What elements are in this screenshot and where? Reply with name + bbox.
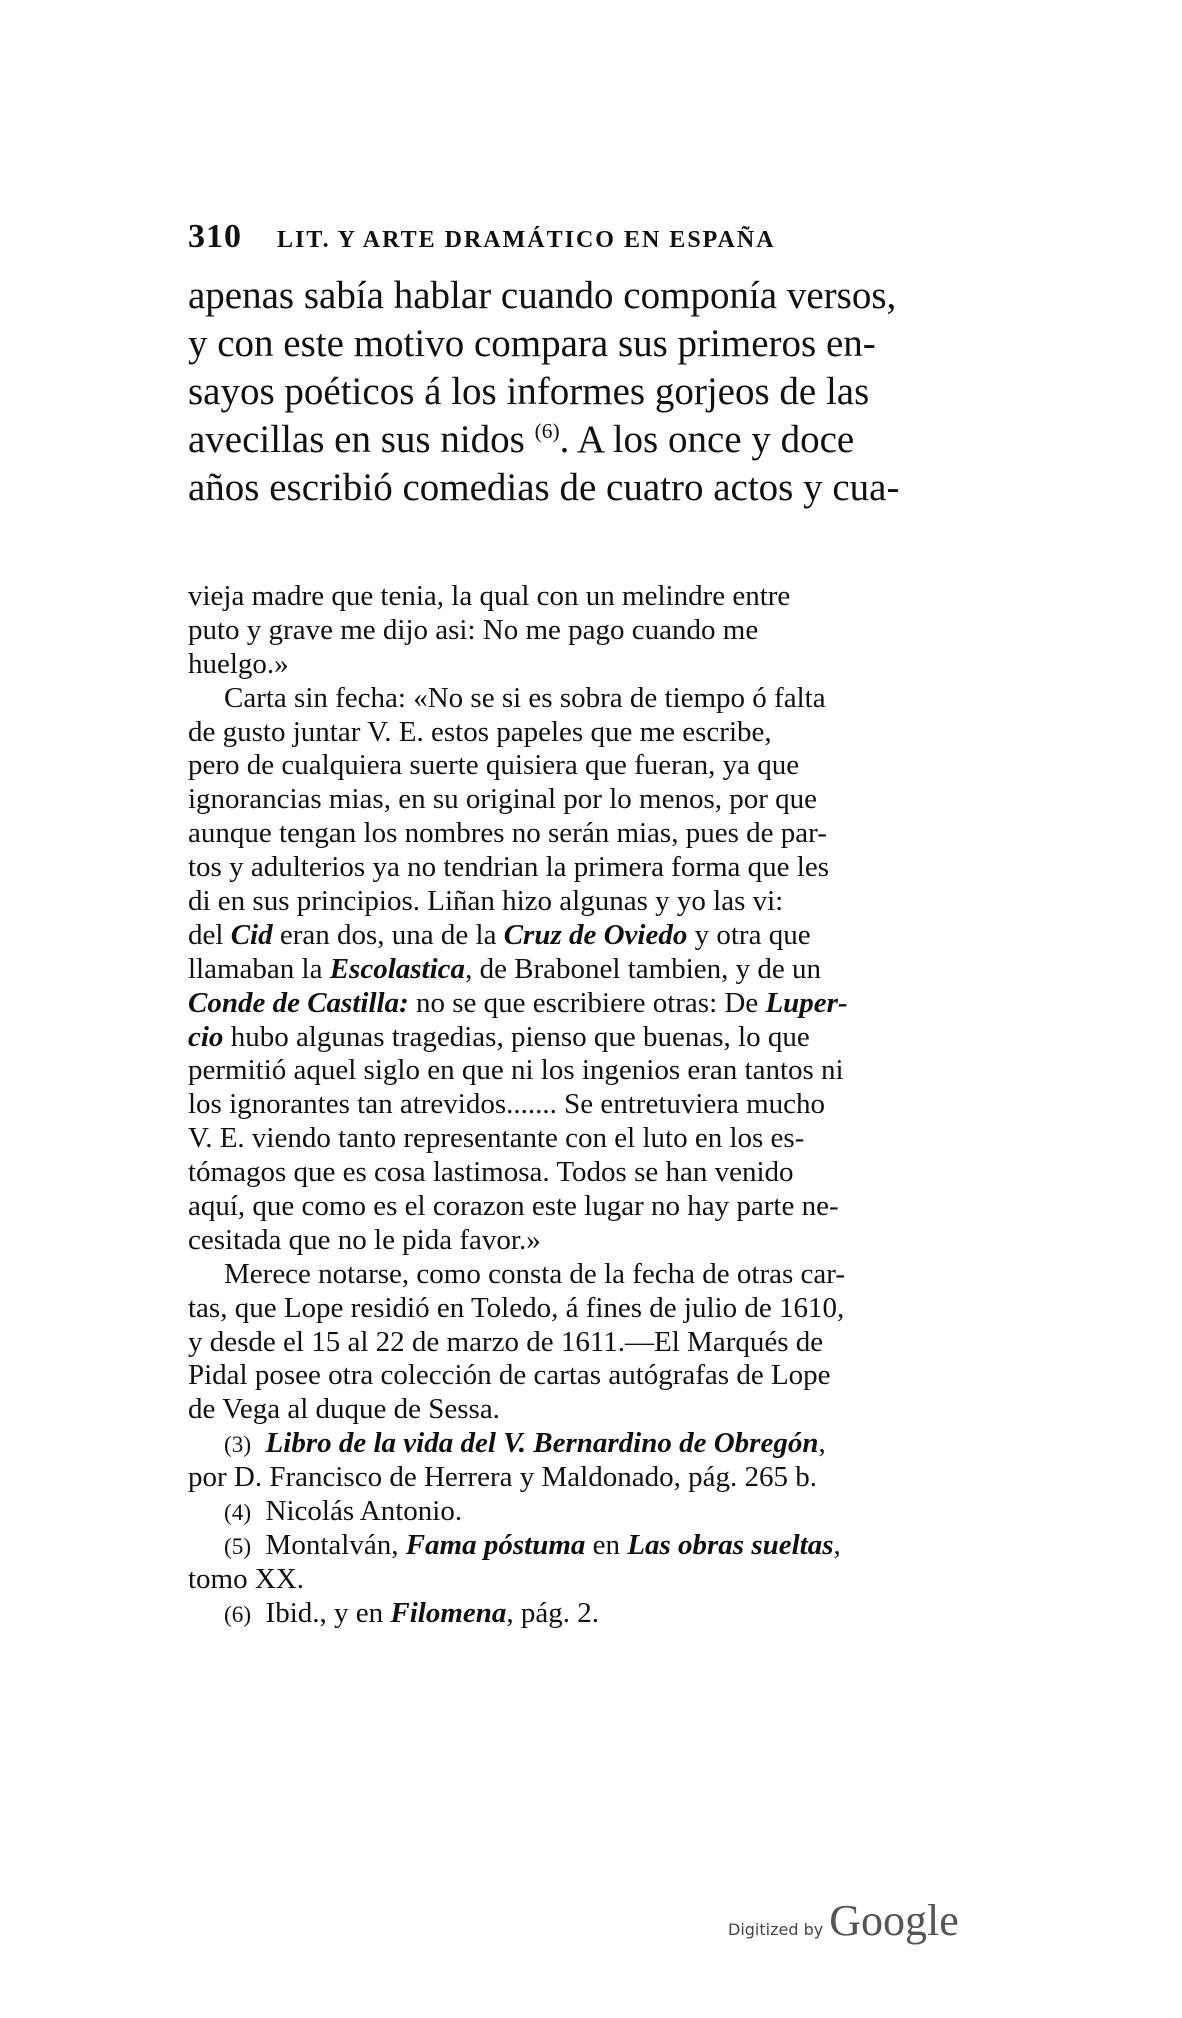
note-text: eran dos, una de la bbox=[272, 918, 504, 951]
work-title: Escolastica bbox=[329, 952, 466, 985]
footnote-marker: (4) bbox=[224, 1500, 252, 1527]
running-title: LIT. Y ARTE DRAMÁTICO EN ESPAÑA bbox=[277, 227, 776, 253]
note-line bbox=[188, 953, 1010, 987]
footnote-3 bbox=[188, 1427, 1010, 1461]
note-line: aquí, que como es el corazon este lugar no hay parte ne- bbox=[188, 1190, 839, 1223]
note-line: de Vega al duque de Sessa. bbox=[188, 1393, 500, 1426]
footnote-marker: (3) bbox=[224, 1432, 252, 1459]
footnote-5 bbox=[188, 1529, 1010, 1563]
note-line: de gusto juntar V. E. estos papeles que me escribe, bbox=[188, 715, 772, 748]
note-text: , bbox=[833, 1528, 841, 1561]
work-title: Libro de la vida del V. Bernardino de Obregón bbox=[265, 1427, 819, 1460]
note-line: tómagos que es cosa lastimosa. Todos se han venido bbox=[188, 1156, 794, 1189]
note-text: llamaban la bbox=[188, 952, 330, 985]
note-line bbox=[188, 987, 1010, 1021]
note-line: ignorancias mias, en su original por lo menos, por que bbox=[188, 783, 818, 816]
body-line-tail: . A los once y doce bbox=[559, 418, 855, 461]
footnote-6 bbox=[188, 1597, 1010, 1631]
watermark-brand: Google bbox=[829, 1896, 959, 1945]
work-title: cio bbox=[188, 1020, 224, 1053]
note-line bbox=[188, 1021, 1010, 1055]
body-line: sayos poéticos á los informes gorjeos de las bbox=[188, 370, 870, 413]
note-line bbox=[188, 919, 1010, 953]
note-line: tos y adulterios ya no tendrian la primera forma que les bbox=[188, 851, 830, 884]
digitized-watermark bbox=[728, 1895, 1008, 1945]
note-line: huelgo.» bbox=[188, 647, 289, 680]
note-line: tomo XX. bbox=[188, 1562, 304, 1595]
work-title: Cid bbox=[230, 918, 273, 951]
note-text: Nicolás Antonio. bbox=[265, 1495, 463, 1528]
note-line: pero de cualquiera suerte quisiera que fueran, ya que bbox=[188, 749, 800, 782]
footnotes bbox=[188, 580, 1010, 1631]
footnote-marker: (6) bbox=[224, 1601, 252, 1628]
work-title: Luper- bbox=[765, 986, 848, 1019]
note-line: puto y grave me dijo asi: No me pago cuando me bbox=[188, 613, 759, 646]
note-line: V. E. viendo tanto representante con el luto en los es- bbox=[188, 1122, 805, 1155]
note-text: del bbox=[188, 918, 231, 951]
body-line: años escribió comedias de cuatro actos y cua- bbox=[188, 466, 900, 509]
work-title: Conde de Castilla: bbox=[188, 986, 409, 1019]
note-text: , pág. 2. bbox=[506, 1596, 600, 1629]
work-title: Filomena bbox=[390, 1596, 507, 1629]
work-title: Fama póstuma bbox=[405, 1528, 586, 1561]
main-text bbox=[188, 272, 1010, 512]
footnote-4 bbox=[188, 1495, 1010, 1529]
body-line-text: avecillas en sus nidos bbox=[188, 418, 535, 461]
note-line: permitió aquel siglo en que ni los ingenios eran tantos ni bbox=[188, 1054, 844, 1087]
note-line: Carta sin fecha: «No se si es sobra de tiempo ó falta bbox=[224, 681, 826, 714]
watermark-prefix: Digitized by bbox=[728, 1920, 824, 1939]
work-title: Cruz de Oviedo bbox=[503, 918, 688, 951]
note-text: Montalván, bbox=[265, 1528, 406, 1561]
note-line: vieja madre que tenia, la qual con un melindre entre bbox=[188, 580, 791, 612]
body-line bbox=[188, 416, 1010, 464]
footnote-reference: (6) bbox=[534, 419, 560, 443]
note-line: Pidal posee otra colección de cartas autógrafas de Lope bbox=[188, 1359, 831, 1392]
note-text: no se que escribiere otras: De bbox=[408, 986, 766, 1019]
work-title: Las obras sueltas bbox=[627, 1528, 834, 1561]
note-text: Ibid., y en bbox=[265, 1596, 391, 1629]
note-line: y desde el 15 al 22 de marzo de 1611.—El Marqués de bbox=[188, 1325, 824, 1358]
note-line: Merece notarse, como consta de la fecha de otras car- bbox=[224, 1257, 845, 1290]
note-line: aunque tengan los nombres no serán mias, pues de par- bbox=[188, 817, 827, 850]
note-text: y otra que bbox=[687, 918, 811, 951]
running-head bbox=[188, 218, 988, 258]
note-line: los ignorantes tan atrevidos....... Se entretuviera mucho bbox=[188, 1088, 826, 1121]
body-line: apenas sabía hablar cuando componía versos, bbox=[188, 274, 897, 317]
page-number: 310 bbox=[188, 218, 242, 255]
note-line: di en sus principios. Liñan hizo algunas y yo las vi: bbox=[188, 885, 784, 918]
footnote-marker: (5) bbox=[224, 1533, 252, 1560]
note-line: cesitada que no le pida favor.» bbox=[188, 1223, 541, 1256]
note-text: en bbox=[585, 1528, 628, 1561]
note-text: , bbox=[818, 1427, 826, 1460]
body-line: y con este motivo compara sus primeros en- bbox=[188, 322, 876, 365]
note-line: por D. Francisco de Herrera y Maldonado, pág. 265 b. bbox=[188, 1461, 817, 1494]
note-text: , de Brabonel tambien, y de un bbox=[465, 952, 822, 985]
note-line: tas, que Lope residió en Toledo, á fines de julio de 1610, bbox=[188, 1291, 845, 1324]
note-text: hubo algunas tragedias, pienso que buenas, lo que bbox=[223, 1020, 810, 1053]
